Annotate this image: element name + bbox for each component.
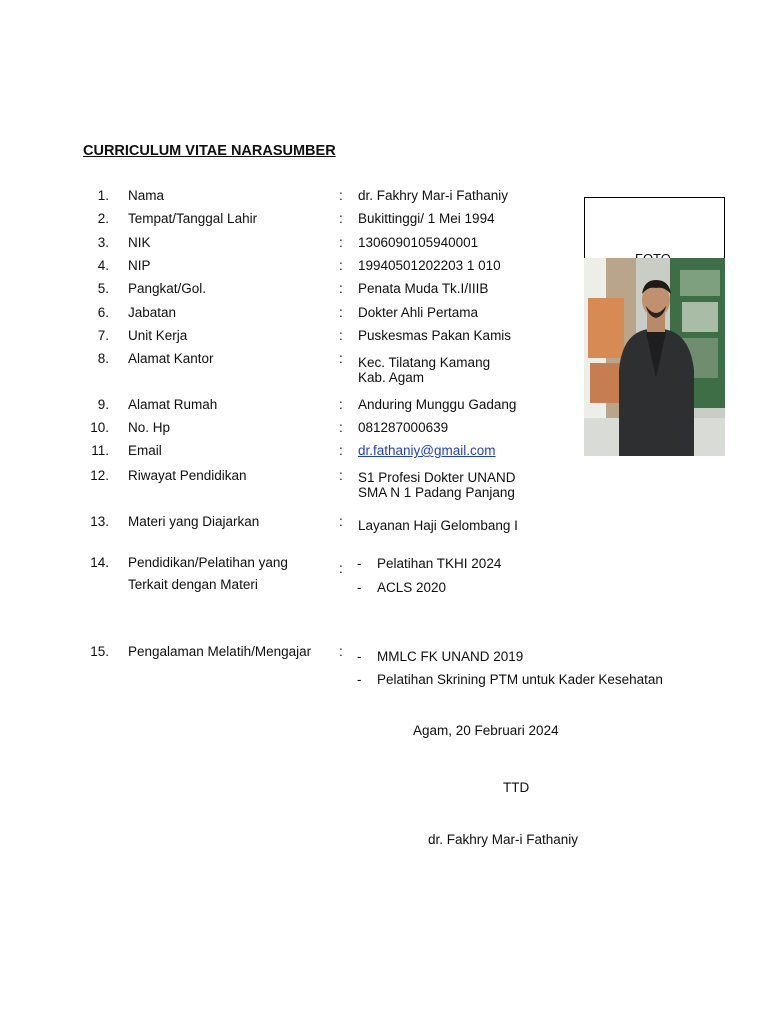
row-number: 2. — [97, 211, 109, 226]
row-colon: : — [339, 258, 343, 273]
bullet-item: Pelatihan TKHI 2024 — [377, 556, 502, 571]
row-value-line: Kec. Tilatang Kamang — [358, 355, 491, 370]
row-number: 5. — [97, 281, 109, 296]
email-link[interactable]: dr.fathaniy@gmail.com — [358, 443, 496, 458]
row-value: 081287000639 — [358, 420, 449, 435]
row-label: Alamat Rumah — [128, 397, 218, 412]
row-value-line: SMA N 1 Padang Panjang — [358, 485, 515, 500]
row-value: Penata Muda Tk.I/IIIB — [358, 281, 489, 296]
row-colon: : — [339, 188, 343, 203]
row-number: 4. — [97, 258, 109, 273]
bullet-item: ACLS 2020 — [377, 580, 447, 595]
row-label: Materi yang Diajarkan — [128, 514, 260, 529]
row-colon: : — [339, 644, 343, 659]
bullet-marker: - — [357, 580, 362, 595]
signature-name: dr. Fakhry Mar-i Fathaniy — [428, 832, 579, 847]
photo-frame — [584, 197, 725, 258]
row-colon: : — [339, 443, 343, 458]
row-number: 9. — [97, 397, 109, 412]
row-number: 15. — [90, 644, 109, 659]
row-label: Riwayat Pendidikan — [128, 468, 247, 483]
row-colon: : — [339, 468, 343, 483]
row-label: Pengalaman Melatih/Mengajar — [128, 644, 312, 659]
bullet-marker: - — [357, 649, 362, 664]
row-label: Alamat Kantor — [128, 351, 214, 366]
row-number: 1. — [97, 188, 109, 203]
row-colon: : — [339, 561, 343, 576]
row-value-line: Kab. Agam — [358, 370, 425, 385]
row-label: No. Hp — [128, 420, 171, 435]
row-colon: : — [339, 281, 343, 296]
row-colon: : — [339, 305, 343, 320]
row-value: dr. Fakhry Mar-i Fathaniy — [358, 188, 509, 203]
row-number: 7. — [97, 328, 109, 343]
row-label: Nama — [128, 188, 165, 203]
row-value-line: S1 Profesi Dokter UNAND — [358, 470, 516, 485]
row-value: Puskesmas Pakan Kamis — [358, 328, 512, 343]
row-value: Bukittinggi/ 1 Mei 1994 — [358, 211, 495, 226]
row-label: Email — [128, 443, 162, 458]
bullet-marker: - — [357, 556, 362, 571]
row-colon: : — [339, 235, 343, 250]
bullet-item: Pelatihan Skrining PTM untuk Kader Kesehatan — [377, 672, 663, 687]
row-label: Tempat/Tanggal Lahir — [128, 211, 258, 226]
row-value: 1306090105940001 — [358, 235, 479, 250]
row-number: 10. — [90, 420, 109, 435]
row-colon: : — [339, 514, 343, 529]
row-value: Dokter Ahli Pertama — [358, 305, 479, 320]
row-number: 6. — [97, 305, 109, 320]
bullet-item: MMLC FK UNAND 2019 — [377, 649, 524, 664]
bullet-marker: - — [357, 672, 362, 687]
page-title: CURRICULUM VITAE NARASUMBER — [83, 143, 336, 159]
row-label: NIP — [128, 258, 151, 273]
row-number: 11. — [91, 443, 109, 458]
row-colon: : — [339, 351, 343, 366]
row-number: 8. — [97, 351, 109, 366]
row-number: 14. — [90, 555, 109, 570]
row-label: NIK — [128, 235, 151, 250]
row-value: Anduring Munggu Gadang — [358, 397, 517, 412]
row-value: Layanan Haji Gelombang I — [358, 518, 518, 533]
row-label: Unit Kerja — [128, 328, 188, 343]
row-number: 3. — [97, 235, 109, 250]
row-label-line: Pendidikan/Pelatihan yang — [128, 555, 288, 570]
row-label: Pangkat/Gol. — [128, 281, 207, 296]
row-number: 13. — [90, 514, 109, 529]
row-colon: : — [339, 397, 343, 412]
row-colon: : — [339, 211, 343, 226]
row-colon: : — [339, 420, 343, 435]
row-label: Jabatan — [128, 305, 177, 320]
row-value: 19940501202203 1 010 — [358, 258, 501, 273]
signature-ttd: TTD — [503, 780, 530, 795]
profile-photo — [584, 258, 725, 456]
signature-place-date: Agam, 20 Februari 2024 — [413, 723, 559, 738]
row-label-line: Terkait dengan Materi — [128, 577, 258, 592]
row-number: 12. — [90, 468, 109, 483]
row-colon: : — [339, 328, 343, 343]
